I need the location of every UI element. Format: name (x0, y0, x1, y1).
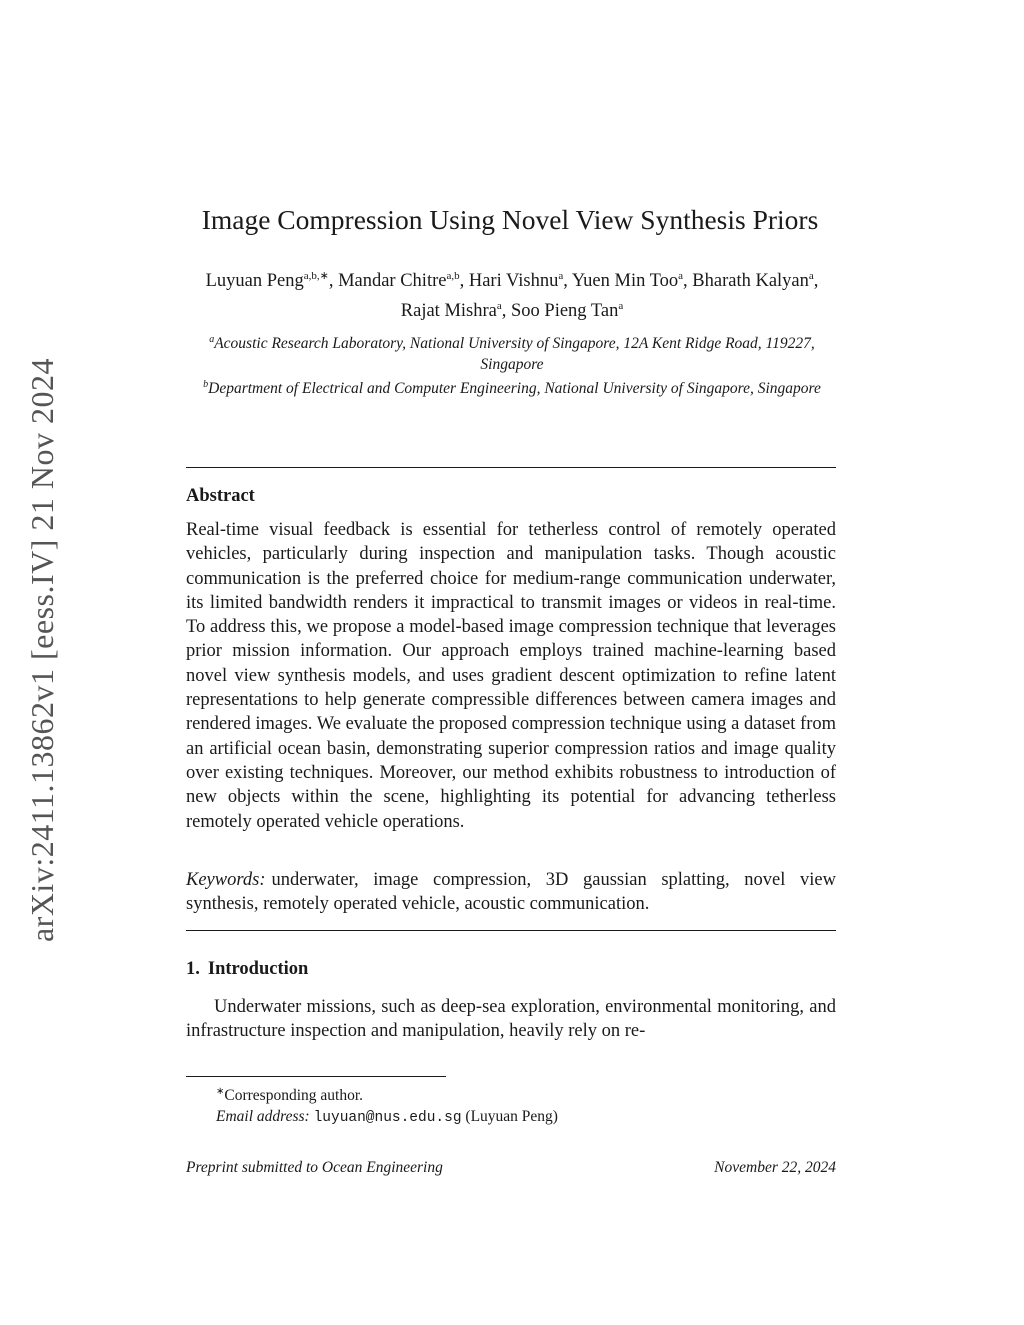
author-name: Bharath Kalyan (692, 271, 809, 292)
author-name: Hari Vishnu (468, 271, 559, 292)
email-address[interactable]: luyuan@nus.edu.sg (313, 1110, 462, 1127)
introduction-text: Underwater missions, such as deep-sea exploration, environmental monitoring, and infrastructure inspection and manipulation, heavily rely on re- (186, 997, 836, 1042)
author-affiliation-mark: a (678, 270, 684, 282)
author-list: Luyuan Peng$^{a,b,∗}$, Mandar Chitre$^{a,b}$, Hari Vishnu$^a$, Yuen Min Too$^a$, Bharath Kalyan$^a$, Rajat Mishra$^a$, Soo Pieng Tan$^a$ (205, 270, 819, 322)
affiliation-a (186, 330, 838, 375)
abstract-heading: Abstract (186, 486, 255, 506)
footnote-corresponding (186, 1081, 836, 1106)
footnote-mark: ∗ (216, 1086, 225, 1097)
author-name: Mandar Chitre (338, 271, 447, 292)
author-name: Soo Pieng Tan (511, 301, 619, 322)
keywords (186, 868, 836, 917)
keywords-label: Keywords: (186, 870, 266, 890)
author-affiliation-mark: a (496, 300, 502, 313)
affiliation-mark: a (209, 334, 215, 345)
abstract-text: Real-time visual feedback is essential for tetherless control of remotely operated vehicles, particularly during inspection and manipulation tasks. Though acoustic communication is the preferred choice for medium-range communication underwater, its limited bandwidth renders it impractical to transmit images or videos in real-time. To address this, we propose a model-based image compression technique that leverages prior mission information. Our approach employs trained machine-learning based novel view synthesis models, and uses gradient descent optimization to refine latent representations to help generate compressible differences between camera images and rendered images. We evaluate the proposed compression technique using a dataset from an artificial ocean basin, demonstrating superior compression ratios and image quality over existing techniques. Moreover, our method exhibits robustness to introduction of new objects within the scene, highlighting its potential for advancing tetherless remotely operated vehicle operations. (186, 520, 836, 832)
author-affiliation-mark: a,b (446, 270, 460, 282)
arxiv-identifier: arXiv:2411.13862v1 [eess.IV] 21 Nov 2024 (24, 357, 60, 943)
affiliations (186, 330, 838, 400)
abstract-bottom-rule (186, 930, 836, 931)
author-name: Yuen Min Too (571, 271, 679, 292)
affiliation-b (186, 375, 838, 400)
affiliation-text: Acoustic Research Laboratory, National University of Singapore, 12A Kent Ridge Road, 119227, Singapore (214, 335, 815, 373)
footnote-rule (186, 1076, 446, 1077)
author-affiliation-mark: a (618, 300, 624, 313)
footer-submission: Preprint submitted to Ocean Engineering (186, 1159, 443, 1176)
abstract-top-rule (186, 467, 836, 468)
keywords-text: underwater, image compression, 3D gaussian splatting, novel view synthesis, remotely operated vehicle, acoustic communication. (186, 870, 836, 915)
author-affiliation-mark: a (808, 270, 814, 282)
paper-title: Image Compression Using Novel View Synthesis Priors (201, 204, 819, 235)
footnote-text: Corresponding author. (224, 1087, 364, 1105)
footnote-email (186, 1106, 836, 1129)
email-owner: (Luyuan Peng) (465, 1108, 558, 1126)
author-name: Luyuan Peng (205, 271, 304, 292)
footer-date: November 22, 2024 (714, 1159, 836, 1176)
affiliation-text: Department of Electrical and Computer Engineering, National University of Singapore, Singapore (208, 380, 821, 398)
author-affiliation-mark: a (558, 270, 564, 282)
section-title: Introduction (207, 959, 309, 979)
affiliation-mark: b (203, 379, 209, 391)
section-number: 1. (186, 959, 200, 979)
author-affiliation-mark: a,b,∗ (303, 270, 329, 282)
introduction-heading (186, 959, 308, 980)
email-label: Email address: (216, 1108, 310, 1126)
footnotes (186, 1081, 836, 1129)
author-name: Rajat Mishra (400, 301, 497, 322)
page-footer (186, 1159, 836, 1177)
